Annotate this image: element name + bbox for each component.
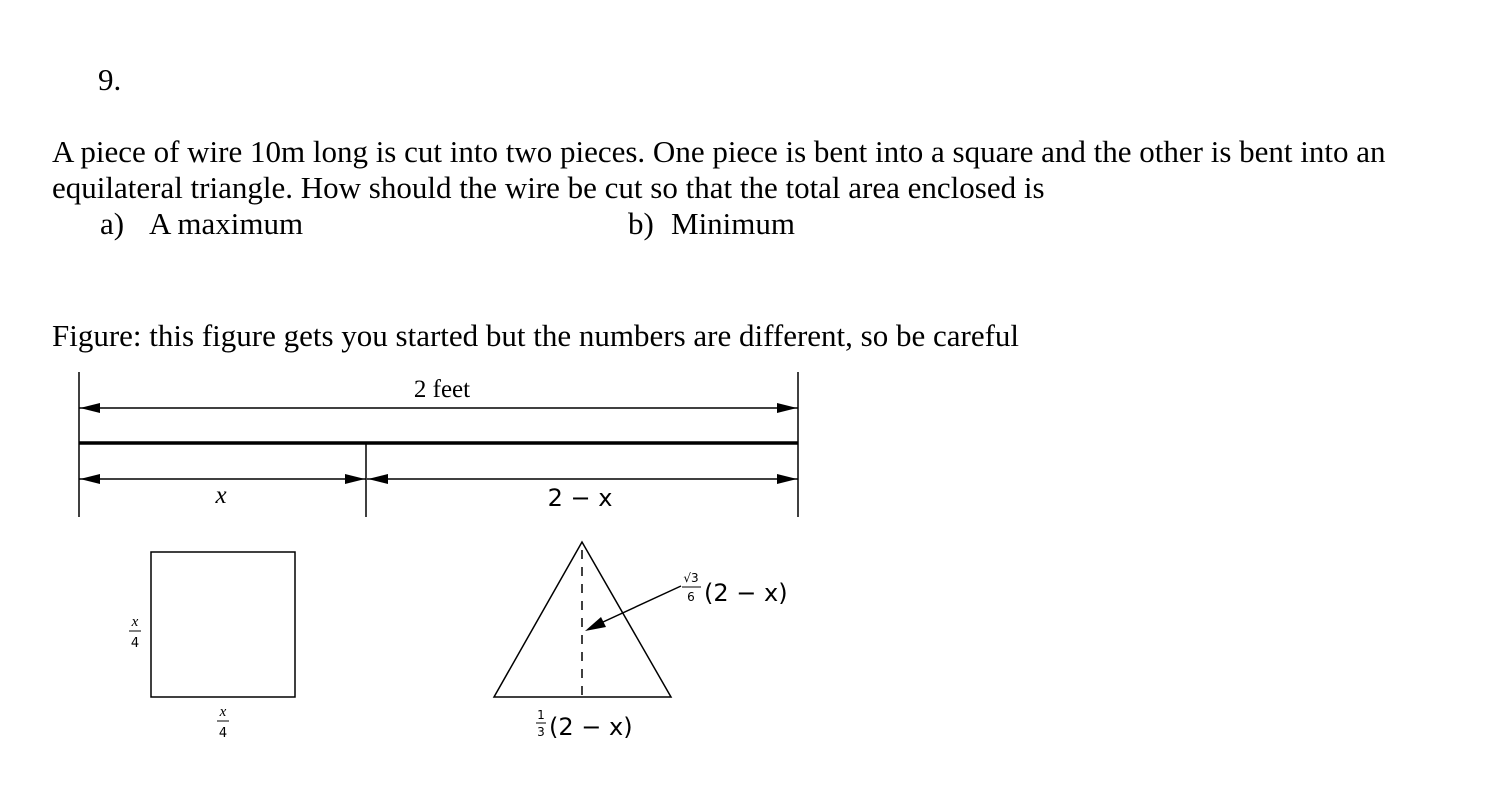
triangle-height-pointer-arrowhead: [585, 617, 606, 631]
triangle-base-coefficient-denominator: 3: [537, 725, 545, 739]
problem-statement-line-2: equilateral triangle. How should the wire be cut so that the total area enclosed is: [52, 170, 1045, 205]
total-length-right-arrow: [777, 403, 797, 413]
segment-x-right-arrow: [345, 474, 365, 484]
square-bottom-side-numerator: x: [219, 704, 227, 720]
problem-statement-line-1: A piece of wire 10m long is cut into two pieces. One piece is bent into a square and the other is bent into an: [52, 134, 1386, 169]
triangle-height-coefficient-denominator: 6: [687, 590, 695, 604]
segment-x-label: x: [215, 482, 227, 509]
square-shape: [151, 552, 295, 697]
segment-rest-left-arrow: [368, 474, 388, 484]
segment-rest-label: 2 − x: [547, 484, 613, 512]
figure-caption: Figure: this figure gets you started but the numbers are different, so be careful: [52, 318, 1020, 353]
triangle-base-expression: (2 − x): [549, 713, 633, 741]
triangle-height-pointer: [590, 586, 681, 628]
square-left-side-numerator: x: [131, 614, 139, 630]
part-b-label: b): [628, 206, 654, 241]
triangle-height-expression: (2 − x): [704, 579, 788, 607]
triangle-base-coefficient-numerator: 1: [537, 708, 545, 722]
triangle-height-coefficient-numerator: √3: [683, 571, 699, 585]
square-bottom-side-denominator: 4: [218, 726, 228, 741]
part-a-label: a): [100, 206, 125, 241]
total-length-left-arrow: [80, 403, 100, 413]
part-b-text: Minimum: [671, 206, 796, 241]
problem-number: 9.: [98, 62, 122, 97]
total-length-label: 2 feet: [413, 376, 471, 403]
segment-rest-right-arrow: [777, 474, 797, 484]
part-a-text: A maximum: [149, 206, 304, 241]
square-left-side-denominator: 4: [130, 636, 140, 651]
segment-x-left-arrow: [80, 474, 100, 484]
